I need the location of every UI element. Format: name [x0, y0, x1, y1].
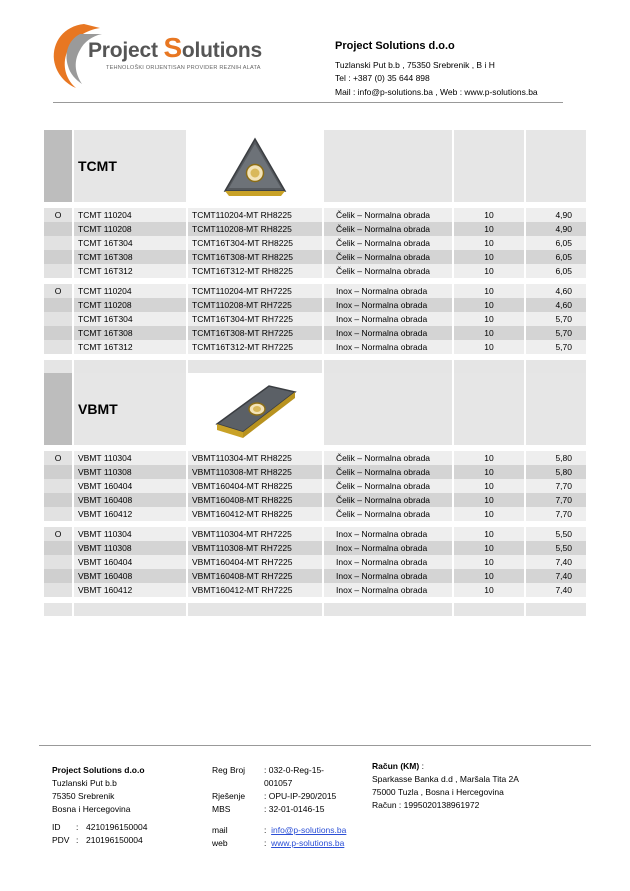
table-row	[44, 555, 576, 569]
material-description: Inox – Normalna obrada	[324, 312, 452, 326]
pack-quantity: 10	[454, 298, 524, 312]
pack-quantity: 10	[454, 326, 524, 340]
section-blank	[324, 373, 452, 445]
insert-full-code: VBMT160412-MT RH7225	[188, 583, 322, 597]
row-marker: O	[44, 451, 72, 465]
unit-price: 5,50	[526, 541, 586, 555]
section-header	[44, 130, 576, 202]
section-filler-cell	[74, 360, 186, 373]
footer-country: Bosna i Hercegovina	[52, 804, 131, 814]
insert-full-code: TCMT110204-MT RH7225	[188, 284, 322, 298]
table-row	[44, 340, 576, 354]
company-logo	[50, 20, 265, 92]
material-description: Inox – Normalna obrada	[324, 583, 452, 597]
unit-price: 6,05	[526, 250, 586, 264]
company-mail-web: Mail : info@p-solutions.ba , Web : www.p-solutions.ba	[335, 86, 538, 97]
section-filler	[44, 360, 576, 373]
insert-full-code: TCMT110204-MT RH8225	[188, 208, 322, 222]
pack-quantity: 10	[454, 264, 524, 278]
insert-code: VBMT 160412	[74, 507, 186, 521]
table-row	[44, 208, 576, 222]
section-header	[44, 373, 576, 445]
material-description: Inox – Normalna obrada	[324, 527, 452, 541]
row-marker	[44, 264, 72, 278]
row-marker	[44, 507, 72, 521]
tcmt-triangle-insert-icon	[188, 130, 322, 202]
unit-price: 7,40	[526, 583, 586, 597]
account-title	[372, 760, 519, 773]
insert-code: TCMT 110208	[74, 222, 186, 236]
pack-quantity: 10	[454, 541, 524, 555]
material-description: Inox – Normalna obrada	[324, 555, 452, 569]
insert-full-code: VBMT160404-MT RH8225	[188, 479, 322, 493]
insert-full-code: TCMT110208-MT RH7225	[188, 298, 322, 312]
section-filler-cell	[44, 603, 72, 616]
footer-mail-link[interactable]: info@p-solutions.ba	[271, 825, 347, 835]
unit-price: 4,60	[526, 284, 586, 298]
row-marker	[44, 340, 72, 354]
account-title-text: Račun (KM)	[372, 761, 420, 771]
id-value: 4210196150004	[86, 822, 148, 832]
section-filler-cell	[324, 603, 452, 616]
reg-value: : 032-0-Reg-15-	[264, 765, 325, 775]
footer-web-link[interactable]: www.p-solutions.ba	[271, 838, 345, 848]
insert-full-code: VBMT160412-MT RH8225	[188, 507, 322, 521]
insert-code: VBMT 160404	[74, 555, 186, 569]
insert-full-code: VBMT110304-MT RH7225	[188, 527, 322, 541]
table-row	[44, 284, 576, 298]
unit-price: 6,05	[526, 236, 586, 250]
row-marker	[44, 541, 72, 555]
table-row	[44, 326, 576, 340]
section-marker	[44, 373, 72, 445]
unit-price: 7,70	[526, 479, 586, 493]
row-marker	[44, 479, 72, 493]
insert-full-code: VBMT110304-MT RH8225	[188, 451, 322, 465]
section-marker	[44, 130, 72, 202]
pack-quantity: 10	[454, 222, 524, 236]
insert-code: TCMT 110204	[74, 284, 186, 298]
mbs-value: : 32-01-0146-15	[264, 804, 325, 814]
pack-quantity: 10	[454, 340, 524, 354]
company-name: Project Solutions d.o.o	[335, 40, 455, 52]
insert-full-code: VBMT110308-MT RH7225	[188, 541, 322, 555]
row-marker	[44, 298, 72, 312]
pack-quantity: 10	[454, 236, 524, 250]
section-blank	[454, 373, 524, 445]
pack-quantity: 10	[454, 569, 524, 583]
id-sep: :	[76, 822, 79, 832]
row-marker: O	[44, 208, 72, 222]
footer-contact-grid: mail : info@p-solutions.ba web : www.p-solutions.ba	[212, 825, 347, 848]
row-marker	[44, 326, 72, 340]
insert-full-code: VBMT160404-MT RH7225	[188, 555, 322, 569]
material-description: Čelik – Normalna obrada	[324, 507, 452, 521]
pack-quantity: 10	[454, 312, 524, 326]
insert-code: VBMT 160412	[74, 583, 186, 597]
material-description: Inox – Normalna obrada	[324, 340, 452, 354]
table-row	[44, 465, 576, 479]
insert-full-code: TCMT16T304-MT RH8225	[188, 236, 322, 250]
insert-code: TCMT 16T308	[74, 326, 186, 340]
unit-price: 5,80	[526, 465, 586, 479]
mail-label: mail	[212, 825, 228, 835]
insert-code: TCMT 16T308	[74, 250, 186, 264]
logo-tagline: TEHNOLOŠKI ORIJENTISAN PROVIDER REZNIH ALATA	[106, 65, 261, 71]
section-blank	[526, 373, 586, 445]
unit-price: 7,40	[526, 569, 586, 583]
mbs-label: MBS	[212, 804, 231, 814]
unit-price: 5,80	[526, 451, 586, 465]
table-row	[44, 236, 576, 250]
header-divider	[53, 102, 563, 103]
table-row	[44, 493, 576, 507]
insert-full-code: TCMT110208-MT RH8225	[188, 222, 322, 236]
section-filler-cell	[526, 603, 586, 616]
table-row	[44, 507, 576, 521]
table-row	[44, 222, 576, 236]
row-marker	[44, 555, 72, 569]
reg-label: Reg Broj	[212, 765, 246, 775]
section-title: TCMT	[74, 130, 186, 202]
footer-bank	[372, 760, 519, 812]
insert-full-code: VBMT160408-MT RH7225	[188, 569, 322, 583]
section-filler-cell	[526, 360, 586, 373]
insert-code: TCMT 16T304	[74, 312, 186, 326]
unit-price: 6,05	[526, 264, 586, 278]
footer-company	[52, 764, 147, 847]
material-description: Čelik – Normalna obrada	[324, 465, 452, 479]
rjesenje-value: : OPU-IP-290/2015	[264, 791, 337, 801]
pdv-value: 210196150004	[86, 835, 143, 845]
pack-quantity: 10	[454, 493, 524, 507]
vbmt-rhombus-insert-icon	[188, 373, 322, 445]
row-marker: O	[44, 527, 72, 541]
footer-reg-grid	[212, 764, 346, 816]
pack-quantity: 10	[454, 208, 524, 222]
row-marker	[44, 312, 72, 326]
insert-code: VBMT 110304	[74, 527, 186, 541]
footer-registration	[212, 764, 346, 850]
unit-price: 5,70	[526, 326, 586, 340]
unit-price: 5,70	[526, 340, 586, 354]
footer-company-name: Project Solutions d.o.o	[52, 765, 145, 775]
insert-code: VBMT 110308	[74, 465, 186, 479]
id-label: ID	[52, 822, 61, 832]
material-description: Čelik – Normalna obrada	[324, 264, 452, 278]
insert-code: TCMT 16T304	[74, 236, 186, 250]
pack-quantity: 10	[454, 555, 524, 569]
unit-price: 5,50	[526, 527, 586, 541]
material-description: Čelik – Normalna obrada	[324, 493, 452, 507]
material-description: Čelik – Normalna obrada	[324, 222, 452, 236]
row-marker	[44, 236, 72, 250]
footer-ids	[52, 821, 147, 847]
pack-quantity: 10	[454, 479, 524, 493]
table-row	[44, 264, 576, 278]
section-filler-cell	[188, 603, 322, 616]
pack-quantity: 10	[454, 250, 524, 264]
table-row	[44, 250, 576, 264]
account-title-suffix: :	[419, 761, 424, 771]
section-filler	[44, 603, 576, 616]
insert-full-code: VBMT160408-MT RH8225	[188, 493, 322, 507]
rjesenje-label: Rješenje	[212, 791, 246, 801]
row-marker	[44, 222, 72, 236]
bank-city: 75000 Tuzla , Bosna i Hercegovina	[372, 787, 504, 797]
table-row	[44, 527, 576, 541]
pack-quantity: 10	[454, 583, 524, 597]
insert-code: VBMT 110304	[74, 451, 186, 465]
table-row	[44, 541, 576, 555]
insert-full-code: TCMT16T312-MT RH7225	[188, 340, 322, 354]
pack-quantity: 10	[454, 527, 524, 541]
insert-full-code: VBMT110308-MT RH8225	[188, 465, 322, 479]
row-marker: O	[44, 284, 72, 298]
material-description: Inox – Normalna obrada	[324, 541, 452, 555]
bank-account: Račun : 1995020138961972	[372, 800, 480, 810]
section-blank	[324, 130, 452, 202]
company-phone: Tel : +387 (0) 35 644 898	[335, 73, 430, 83]
pack-quantity: 10	[454, 451, 524, 465]
unit-price: 7,70	[526, 493, 586, 507]
company-address: Tuzlanski Put b.b , 75350 Srebrenik , B i H	[335, 59, 495, 70]
material-description: Inox – Normalna obrada	[324, 284, 452, 298]
insert-code: VBMT 110308	[74, 541, 186, 555]
unit-price: 7,40	[526, 555, 586, 569]
material-description: Čelik – Normalna obrada	[324, 208, 452, 222]
table-row	[44, 312, 576, 326]
section-filler-cell	[324, 360, 452, 373]
unit-price: 4,90	[526, 222, 586, 236]
unit-price: 4,60	[526, 298, 586, 312]
unit-price: 4,90	[526, 208, 586, 222]
row-marker	[44, 569, 72, 583]
section-blank	[454, 130, 524, 202]
insert-full-code: TCMT16T304-MT RH7225	[188, 312, 322, 326]
insert-code: VBMT 160408	[74, 493, 186, 507]
insert-code: VBMT 160404	[74, 479, 186, 493]
insert-full-code: TCMT16T312-MT RH8225	[188, 264, 322, 278]
pack-quantity: 10	[454, 465, 524, 479]
table-row	[44, 479, 576, 493]
section-blank	[526, 130, 586, 202]
footer-divider	[39, 745, 591, 746]
table-row	[44, 298, 576, 312]
row-marker	[44, 583, 72, 597]
footer-city: 75350 Srebrenik	[52, 791, 115, 801]
price-table	[44, 130, 576, 616]
table-row	[44, 583, 576, 597]
reg-value-cont: 001057	[264, 778, 293, 788]
material-description: Inox – Normalna obrada	[324, 326, 452, 340]
material-description: Čelik – Normalna obrada	[324, 250, 452, 264]
pack-quantity: 10	[454, 507, 524, 521]
row-marker	[44, 493, 72, 507]
logo-title: Project Solutions	[88, 32, 262, 63]
insert-code: TCMT 110204	[74, 208, 186, 222]
unit-price: 7,70	[526, 507, 586, 521]
pack-quantity: 10	[454, 284, 524, 298]
bank-name: Sparkasse Banka d.d , Maršala Tita 2A	[372, 774, 519, 784]
insert-full-code: TCMT16T308-MT RH8225	[188, 250, 322, 264]
table-row	[44, 451, 576, 465]
material-description: Čelik – Normalna obrada	[324, 451, 452, 465]
insert-full-code: TCMT16T308-MT RH7225	[188, 326, 322, 340]
section-filler-cell	[44, 360, 72, 373]
table-row	[44, 569, 576, 583]
material-description: Čelik – Normalna obrada	[324, 236, 452, 250]
section-filler-cell	[454, 603, 524, 616]
insert-code: VBMT 160408	[74, 569, 186, 583]
section-title: VBMT	[74, 373, 186, 445]
insert-code: TCMT 110208	[74, 298, 186, 312]
material-description: Inox – Normalna obrada	[324, 569, 452, 583]
section-filler-cell	[188, 360, 322, 373]
web-label: web	[212, 838, 228, 848]
row-marker	[44, 465, 72, 479]
pdv-sep: :	[76, 835, 79, 845]
insert-code: TCMT 16T312	[74, 340, 186, 354]
unit-price: 5,70	[526, 312, 586, 326]
material-description: Inox – Normalna obrada	[324, 298, 452, 312]
pdv-label: PDV	[52, 835, 70, 845]
row-marker	[44, 250, 72, 264]
section-filler-cell	[454, 360, 524, 373]
company-header-info	[335, 40, 538, 99]
section-filler-cell	[74, 603, 186, 616]
footer-street: Tuzlanski Put b.b	[52, 778, 117, 788]
insert-code: TCMT 16T312	[74, 264, 186, 278]
material-description: Čelik – Normalna obrada	[324, 479, 452, 493]
